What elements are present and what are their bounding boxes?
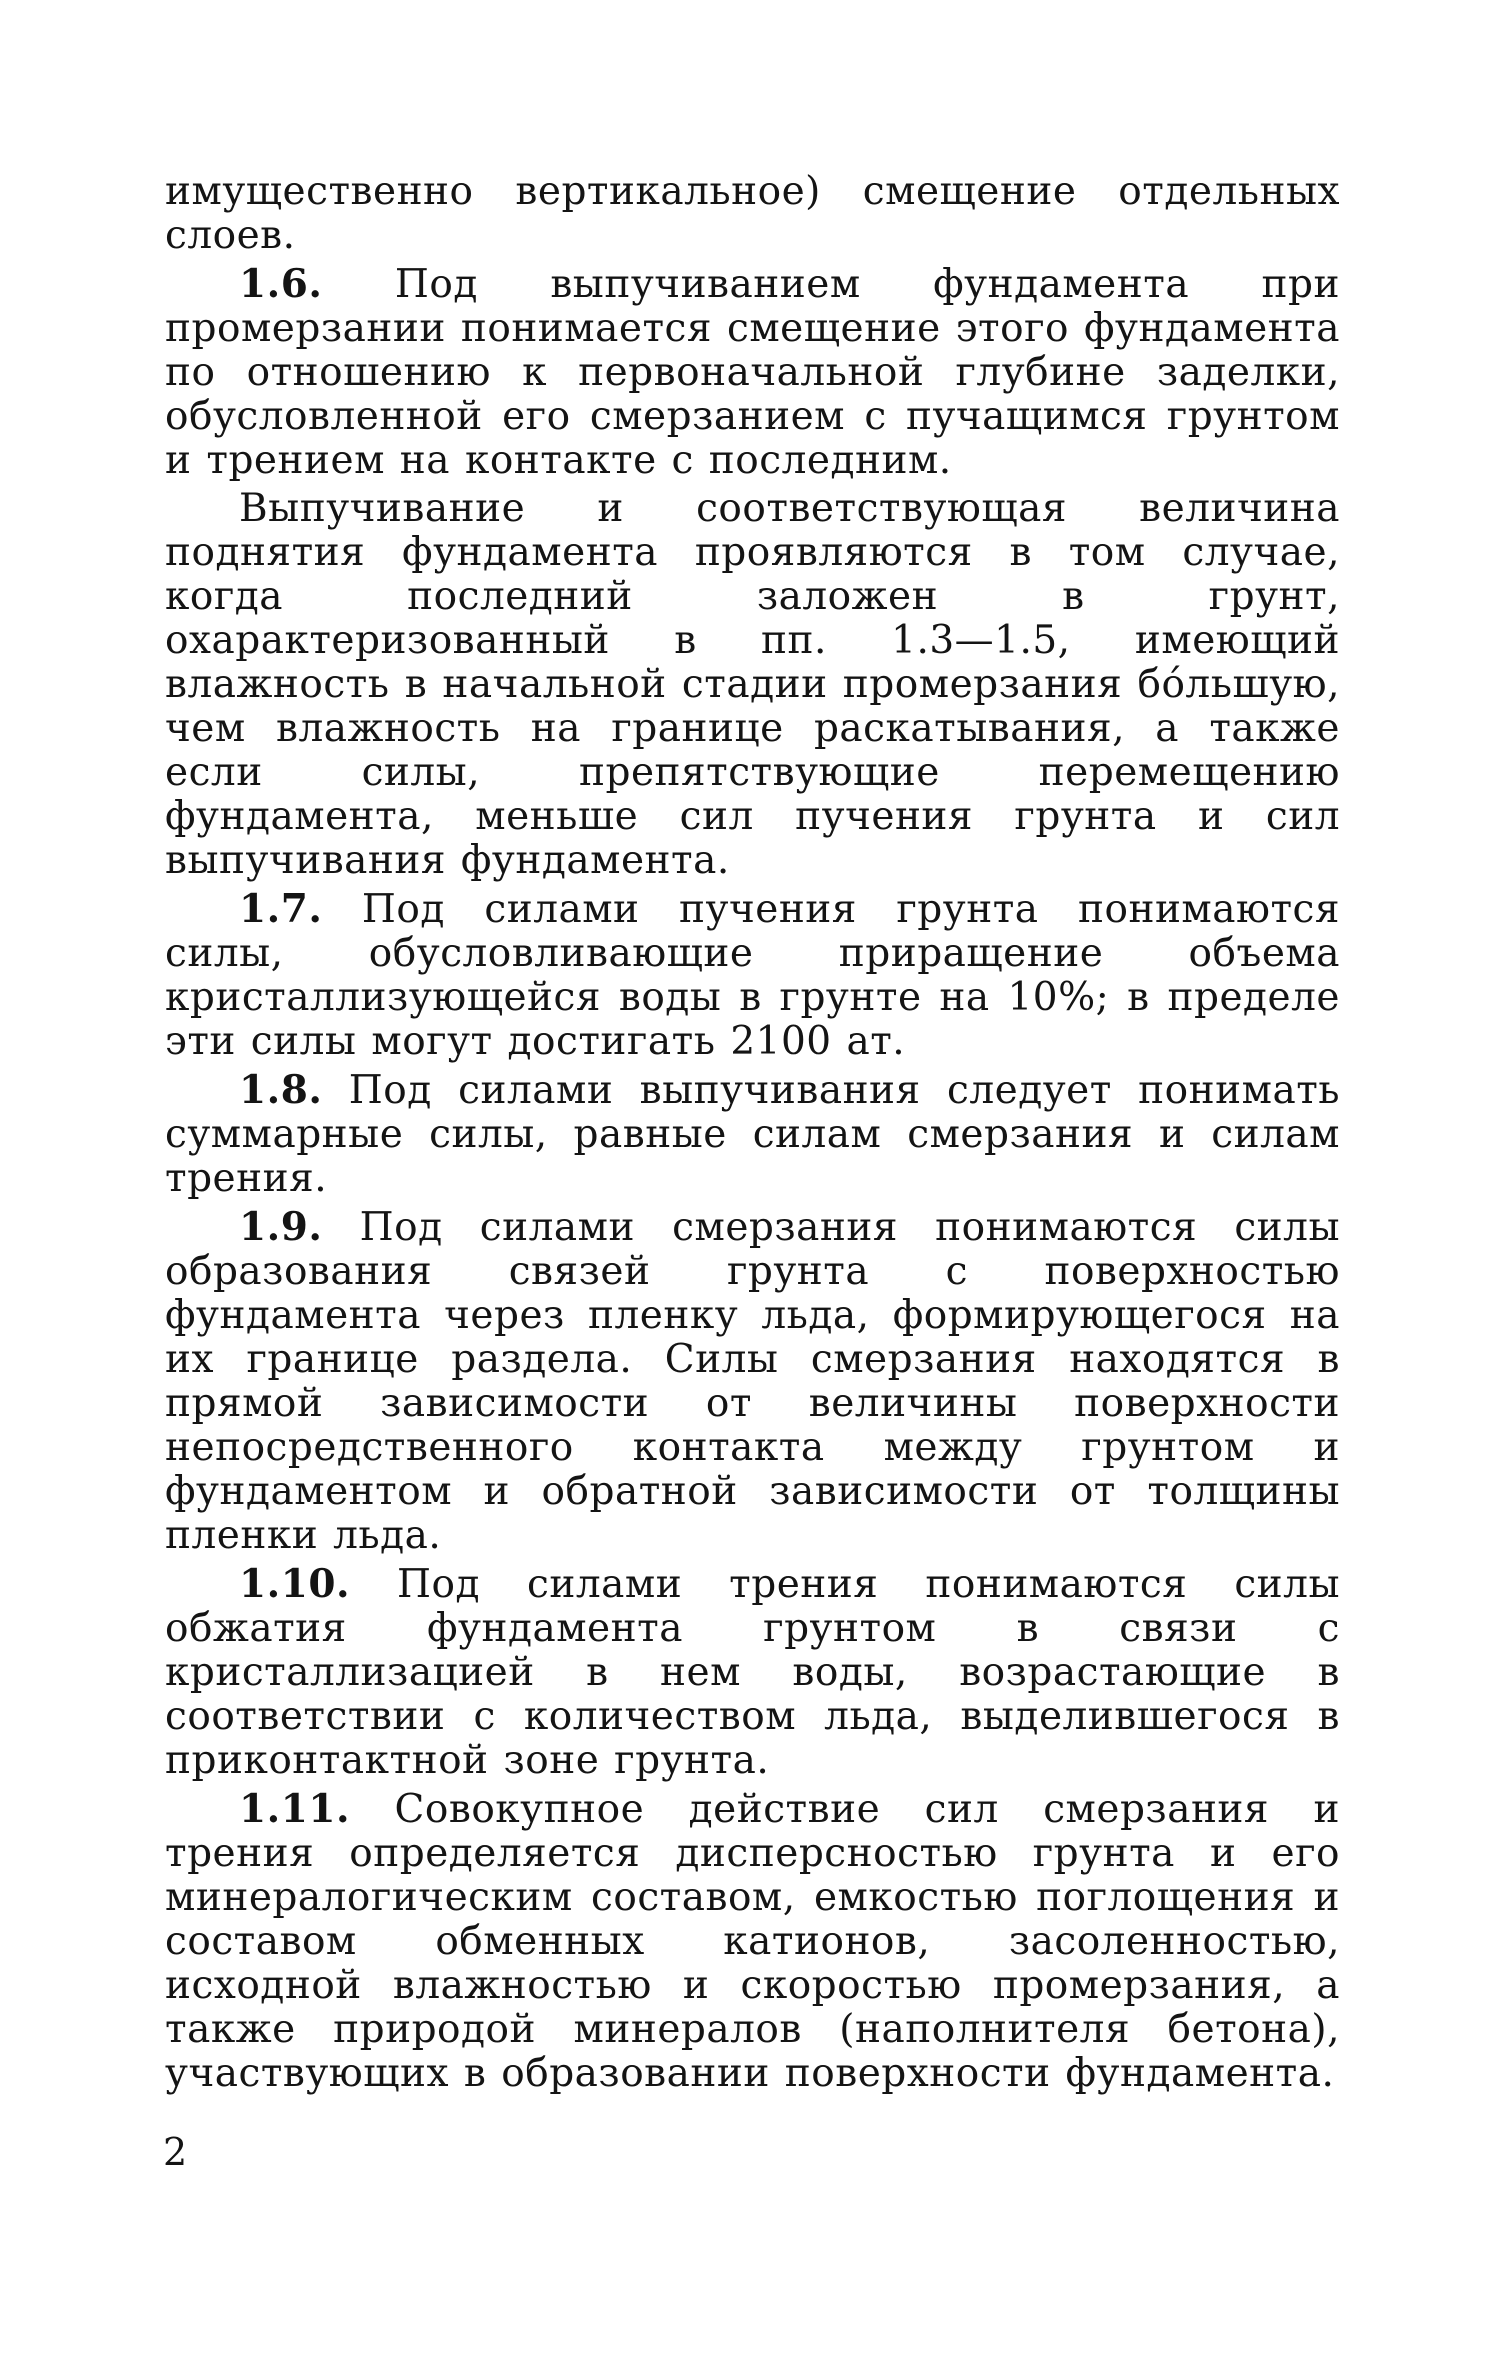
page-body xyxy=(165,170,1340,2096)
clause-number: 1.7. xyxy=(239,886,323,932)
paragraph-text: Под силами выпучивания следует понимать суммарные силы, равные силам смерзания и силам трения. xyxy=(165,1068,1340,1201)
paragraph-text: имущественно вертикальное) смещение отдельных слоев. xyxy=(165,169,1340,258)
paragraph-text: Выпучивание и соответствующая величина поднятия фундамента проявляются в том случае, когда последний заложен в грунт, охарактеризованный в пп. 1.3—1.5, имеющий влажность в начальной стадии промерзания бóльшую, чем влажность на границе раскатывания, а также если силы, препятствующие перемещению фундамента, меньше сил пучения грунта и сил выпучивания фундамента. xyxy=(165,486,1340,883)
clause-number: 1.8. xyxy=(239,1067,323,1113)
clause-number: 1.9. xyxy=(239,1204,323,1250)
paragraph-text: Совокупное действие сил смерзания и трения определяется дисперсностью грунта и его минералогическим составом, емкостью поглощения и составом обменных катионов, засоленностью, исходной влажностью и скоростью промерзания, а также природой минералов (наполнителя бетона), участвующих в образовании поверхности фундамента. xyxy=(165,1787,1340,2096)
paragraph-text: Под силами пучения грунта понимаются силы, обусловливающие приращение объема кристаллизующейся воды в грунте на 10%; в пределе эти силы могут достигать 2100 ат. xyxy=(165,887,1340,1064)
clause-number: 1.11. xyxy=(239,1786,351,1832)
page-number: 2 xyxy=(163,2130,188,2174)
clause-number: 1.10. xyxy=(239,1561,351,1607)
paragraph-1-8 xyxy=(165,1068,1340,1201)
paragraph-1-6-cont xyxy=(165,487,1340,883)
paragraph-1-10 xyxy=(165,1562,1340,1783)
paragraph-text: Под силами трения понимаются силы обжатия фундамента грунтом в связи с кристаллизацией в нем воды, возрастающие в соответствии с количеством льда, выделившегося в приконтактной зоне грунта. xyxy=(165,1562,1340,1783)
clause-number: 1.6. xyxy=(239,261,323,307)
paragraph-text: Под выпучиванием фундамента при промерзании понимается смещение этого фундамента по отношению к первоначальной глубине заделки, обусловленной его смерзанием с пучащимся грунтом и трением на контакте с последним. xyxy=(165,262,1340,483)
paragraph-1-7 xyxy=(165,887,1340,1064)
paragraph-1-11 xyxy=(165,1787,1340,2096)
paragraph-continuation xyxy=(165,170,1340,258)
paragraph-text: Под силами смерзания понимаются силы образования связей грунта с поверхностью фундамента через пленку льда, формирующегося на их границе раздела. Силы смерзания находятся в прямой зависимости от величины поверхности непосредственного контакта между грунтом и фундаментом и обратной зависимости от толщины пленки льда. xyxy=(165,1205,1340,1558)
paragraph-1-9 xyxy=(165,1205,1340,1558)
paragraph-1-6 xyxy=(165,262,1340,483)
